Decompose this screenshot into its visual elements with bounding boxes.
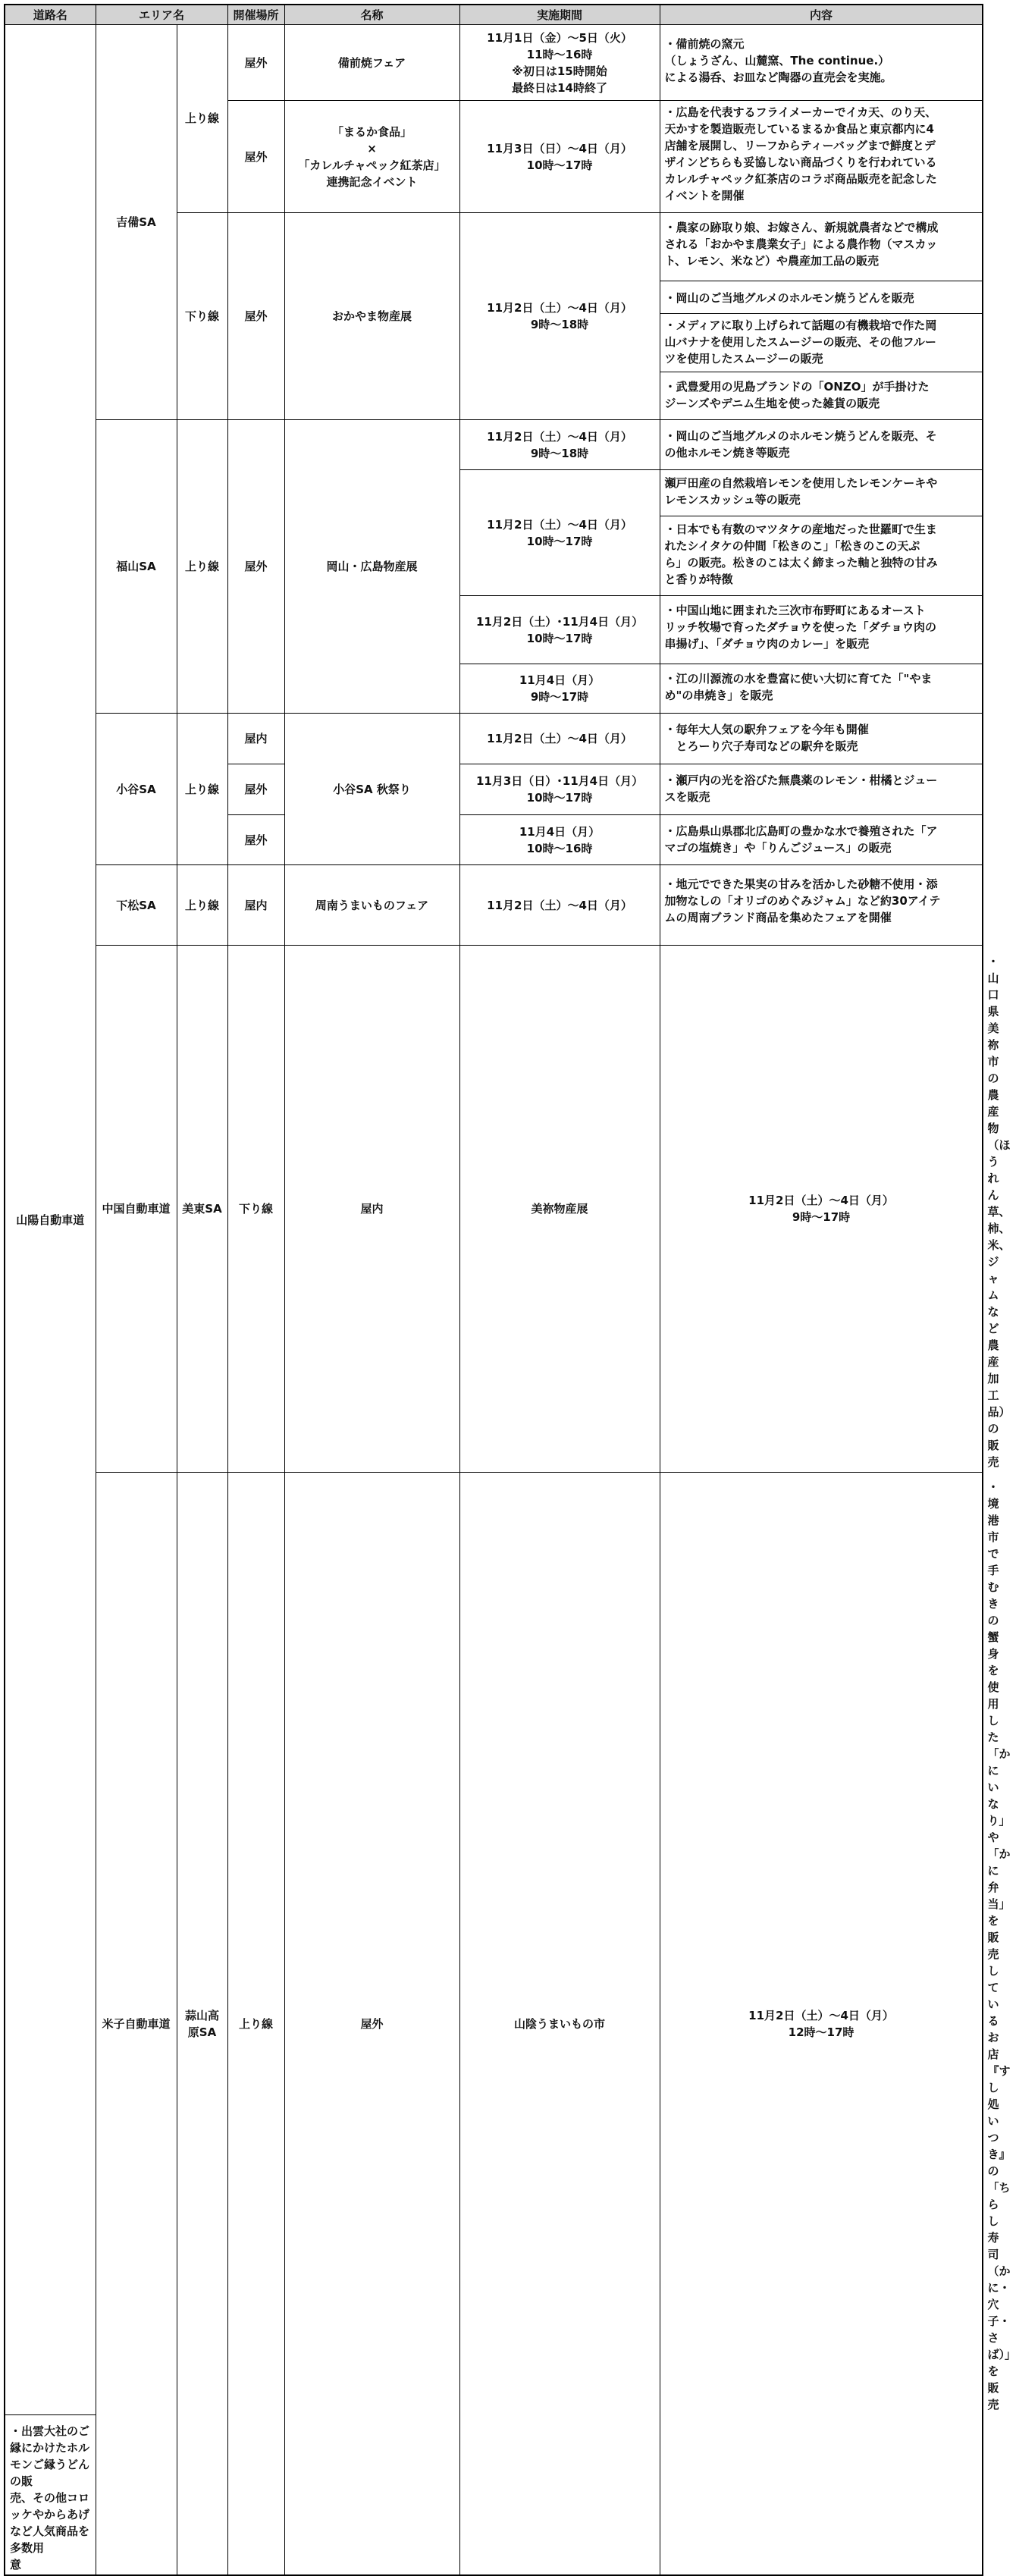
table-row: 中国自動車道 美東SA 下り線 屋内 美祢物産展 11月2日（土）～4日（月） 9時～17時 ・山口県美祢市の農産物（ほうれん草、柿、米、ジャ ムなど農産加工品）の販売 (5, 946, 983, 1473)
direction: 上り線 (177, 25, 227, 213)
content-line: と香りが特徴 (664, 573, 733, 586)
event-content (660, 213, 983, 281)
period-line: 9時～18時 (530, 446, 589, 460)
venue: 屋外 (227, 25, 284, 101)
road-name: 中国自動車道 (96, 946, 177, 1473)
content-line: とろーり穴子寿司などの駅弁を販売 (664, 739, 858, 753)
event-name (284, 213, 459, 420)
event-period (459, 865, 660, 946)
event-content (660, 516, 983, 596)
table-row (5, 865, 983, 946)
event-name (284, 25, 459, 101)
event-content (660, 764, 983, 815)
event-name-line: 備前焼フェア (337, 55, 406, 70)
event-period (660, 1473, 983, 2576)
content-line: イベントを開催 (664, 189, 745, 202)
event-period (459, 101, 660, 213)
period-line: 11月1日（金）～5日（火） (487, 30, 632, 45)
content-line: ツを使用したスムージーの販売 (664, 352, 823, 366)
content-line: 瀬戸田産の自然栽培レモンを使用したレモンケーキや (664, 476, 938, 490)
header-period: 実施期間 (459, 5, 660, 25)
event-period (459, 213, 660, 420)
direction: 下り線 (177, 213, 227, 420)
event-content (660, 101, 983, 213)
period-line: ※初日は15時開始 (512, 64, 607, 78)
content-line: ・備前焼の窯元 (664, 37, 745, 51)
event-content (660, 25, 983, 101)
content-line: ザインどちらも妥協しない商品づくりを行われている (664, 155, 937, 169)
content-line: 天かすを製造販売しているまるか食品と東京都内に4 (664, 122, 934, 136)
venue: 屋外 (227, 764, 284, 815)
header-area: エリア名 (96, 5, 227, 25)
content-line: カレルチャペック紅茶店のコラボ商品販売を記念した (664, 172, 937, 186)
event-name-line: × (367, 141, 377, 155)
venue: 屋内 (284, 946, 459, 1473)
event-period (459, 714, 660, 764)
content-line: ・広島県山県郡北広島町の豊かな水で養殖された「ア (664, 824, 938, 838)
period-line: 11月2日（土）～4日（月） (487, 517, 632, 532)
event-name-line: 岡山・広島物産展 (326, 560, 418, 573)
period-line: 11月4日（月） (519, 824, 601, 839)
content-line: 加物なしの「オリゴのめぐみジャム」など約30アイテ (664, 894, 941, 908)
period-line: 11月2日（土）･11月4日（月） (475, 614, 644, 629)
period-line: 11月2日（土）～4日（月） (487, 898, 632, 912)
period-line: 11月2日（土）～4日（月） (748, 2008, 894, 2022)
period-line: 最終日は14時終了 (512, 80, 607, 95)
area-name: 吉備SA (96, 25, 177, 420)
table-row: 米子自動車道 蒜山高原SA 上り線 屋外 山陰うまいもの市 11月2日（土）～4日（月） 12時～17時 ・境港市で手むきの蟹身を使用した「かにいなり」や 「かに弁当」を販売しているお店『すし処いつき』の 「ちらし寿司（かに・穴子・さば）」を販売 (5, 1473, 983, 2415)
direction: 上り線 (227, 1473, 284, 2576)
event-content (660, 815, 983, 865)
road-name: 米子自動車道 (96, 1473, 177, 2576)
area-name: 下松SA (96, 865, 177, 946)
direction: 下り線 (227, 946, 284, 1473)
direction: 上り線 (177, 420, 227, 714)
event-name (284, 714, 459, 865)
table-row (5, 420, 983, 470)
period-line: 10時～17時 (526, 631, 593, 645)
event-content (660, 470, 983, 516)
content-line: ・岡山のご当地グルメのホルモン焼うどんを販売 (664, 291, 914, 305)
table-row (5, 25, 983, 101)
content-line: れたシイタケの仲間「松きのこ」「松きのこの天ぷ (664, 539, 920, 553)
content-line: ト、レモン、米など）や農産加工品の販売 (664, 254, 879, 268)
content-line: ・農家の跡取り娘、お嫁さん、新規就農者などで構成 (664, 221, 939, 234)
content-line: ・毎年大人気の駅弁フェアを今年も開催 (664, 723, 869, 736)
content-line: 山バナナを使用したスムージーの販売、その他フルー (664, 335, 936, 349)
venue: 屋外 (227, 213, 284, 420)
content-line: 店舗を展開し、リーフからティーバッグまで鮮度とデ (664, 139, 936, 152)
event-name-line: 「カレルチャペック紅茶店」 (298, 158, 446, 172)
content-line: リッチ牧場で育ったダチョウを使った「ダチョウ肉の (664, 620, 937, 634)
content-line: ・日本でも有数のマツタケの産地だった世羅町で生ま (664, 522, 937, 536)
period-line: 10時～17時 (526, 158, 593, 172)
period-line: 11月2日（土）～4日（月） (487, 732, 632, 745)
content-line: ・瀬戸内の光を浴びた無農薬のレモン・柑橘とジュー (664, 773, 938, 787)
event-content (5, 2415, 96, 2576)
content-line: 売、その他コロッケやからあげなど人気商品を多数用 (10, 2491, 90, 2555)
period-line: 11時～16時 (526, 47, 593, 61)
content-line: ・武豊愛用の児島ブランドの「ONZO」が手掛けた (664, 380, 930, 394)
header-venue: 開催場所 (227, 5, 284, 25)
event-content (660, 281, 983, 314)
area-name: 小谷SA (96, 714, 177, 865)
content-line: スを販売 (664, 790, 710, 804)
content-line: 意 (10, 2558, 22, 2571)
period-line: 10時～17時 (526, 534, 593, 548)
event-period (660, 946, 983, 1473)
event-name-line: 周南うまいものフェア (315, 898, 429, 912)
period-line: 11月3日（日）･11月4日（月） (475, 774, 644, 788)
content-line: ・メディアに取り上げられて話題の有機栽培で作た岡 (664, 318, 937, 332)
period-line: 11月3日（日）～4日（月） (487, 141, 632, 155)
event-name-line: 山陰うまいもの市 (514, 2016, 606, 2031)
content-line: ・中国山地に囲まれた三次市布野町にあるオースト (664, 604, 926, 617)
area-name: 福山SA (96, 420, 177, 714)
event-name (284, 420, 459, 714)
event-content (660, 865, 983, 946)
venue: 屋内 (227, 865, 284, 946)
event-name (284, 865, 459, 946)
period-line: 9時～17時 (530, 690, 589, 704)
venue: 屋外 (227, 101, 284, 213)
venue: 屋外 (227, 420, 284, 714)
content-line: ・岡山のご当地グルメのホルモン焼うどんを販売、そ (664, 429, 937, 443)
period-line: 9時～17時 (792, 1210, 851, 1224)
event-content (660, 314, 983, 372)
content-line: 串揚げ」、「ダチョウ肉のカレー」を販売 (664, 637, 870, 651)
event-name-line: 美祢物産展 (531, 1202, 588, 1216)
road-name: 山陽自動車道 (5, 25, 96, 2415)
event-period (459, 470, 660, 596)
period-line: 12時～17時 (788, 2025, 855, 2039)
content-line: ムの周南ブランド商品を集めたフェアを開催 (664, 911, 892, 924)
header-road: 道路名 (5, 5, 96, 25)
content-line: ・地元でできた果実の甘みを活かした砂糖不使用・添 (664, 877, 938, 891)
event-name (459, 1473, 660, 2576)
period-line: 10時～16時 (526, 841, 593, 855)
event-name-line: 連携記念イベント (326, 174, 418, 189)
event-period (459, 596, 660, 664)
period-line: 11月2日（土）～4日（月） (748, 1194, 894, 1207)
header-name: 名称 (284, 5, 459, 25)
event-name-line: おかやま物産展 (332, 309, 412, 323)
content-line: ジーンズやデニム生地を使った雑貨の販売 (664, 397, 880, 410)
event-period (459, 764, 660, 815)
content-line: め"の串焼き」を販売 (664, 689, 773, 702)
venue: 屋外 (227, 815, 284, 865)
event-name (284, 101, 459, 213)
period-line: 11月2日（土）～4日（月） (487, 301, 632, 315)
content-line: ・広島を代表するフライメーカーでイカ天、のり天、 (664, 105, 937, 119)
header-content: 内容 (660, 5, 983, 25)
content-line: マゴの塩焼き」や「りんごジュース」の販売 (664, 841, 892, 855)
direction: 上り線 (177, 865, 227, 946)
event-period (459, 664, 660, 714)
period-line: 10時～17時 (526, 791, 593, 805)
venue: 屋内 (227, 714, 284, 764)
event-content (660, 372, 983, 420)
venue: 屋外 (284, 1473, 459, 2576)
period-line: 11月4日（月） (519, 673, 601, 687)
table-row (5, 714, 983, 764)
event-content (660, 420, 983, 470)
event-name-line: 小谷SA 秋祭り (333, 782, 411, 796)
event-period (459, 815, 660, 865)
content-line: （しょうざん、山麓窯、The continue.） (664, 54, 890, 67)
content-line: ・江の川源流の水を豊富に使い大切に育てた「"やま (664, 672, 933, 686)
event-name-line: 「まるか食品」 (332, 124, 412, 139)
content-line: される「おかやま農業女子」による農作物（マスカッ (664, 237, 938, 251)
event-table (4, 4, 1016, 2576)
area-name: 蒜山高原SA (177, 1473, 227, 2576)
event-period (459, 420, 660, 470)
period-line: 9時～18時 (530, 318, 589, 331)
area-name: 美東SA (177, 946, 227, 1473)
event-name (459, 946, 660, 1473)
period-line: 11月2日（土）～4日（月） (487, 429, 632, 444)
content-line: による湯呑、お皿など陶器の直売会を実施。 (664, 71, 892, 84)
event-content (660, 596, 983, 664)
event-content (660, 664, 983, 714)
event-period (459, 25, 660, 101)
direction: 上り線 (177, 714, 227, 865)
header-row (5, 5, 983, 25)
content-line: の他ホルモン焼き等販売 (664, 446, 790, 460)
content-line: ら」の販売。松きのこは太く締まった軸と独特の甘み (664, 556, 938, 569)
content-line: レモンスカッシュ等の販売 (664, 493, 801, 507)
content-line: ・出雲大社のご縁にかけたホルモンご縁うどんの販 (10, 2424, 90, 2488)
event-content (660, 714, 983, 764)
